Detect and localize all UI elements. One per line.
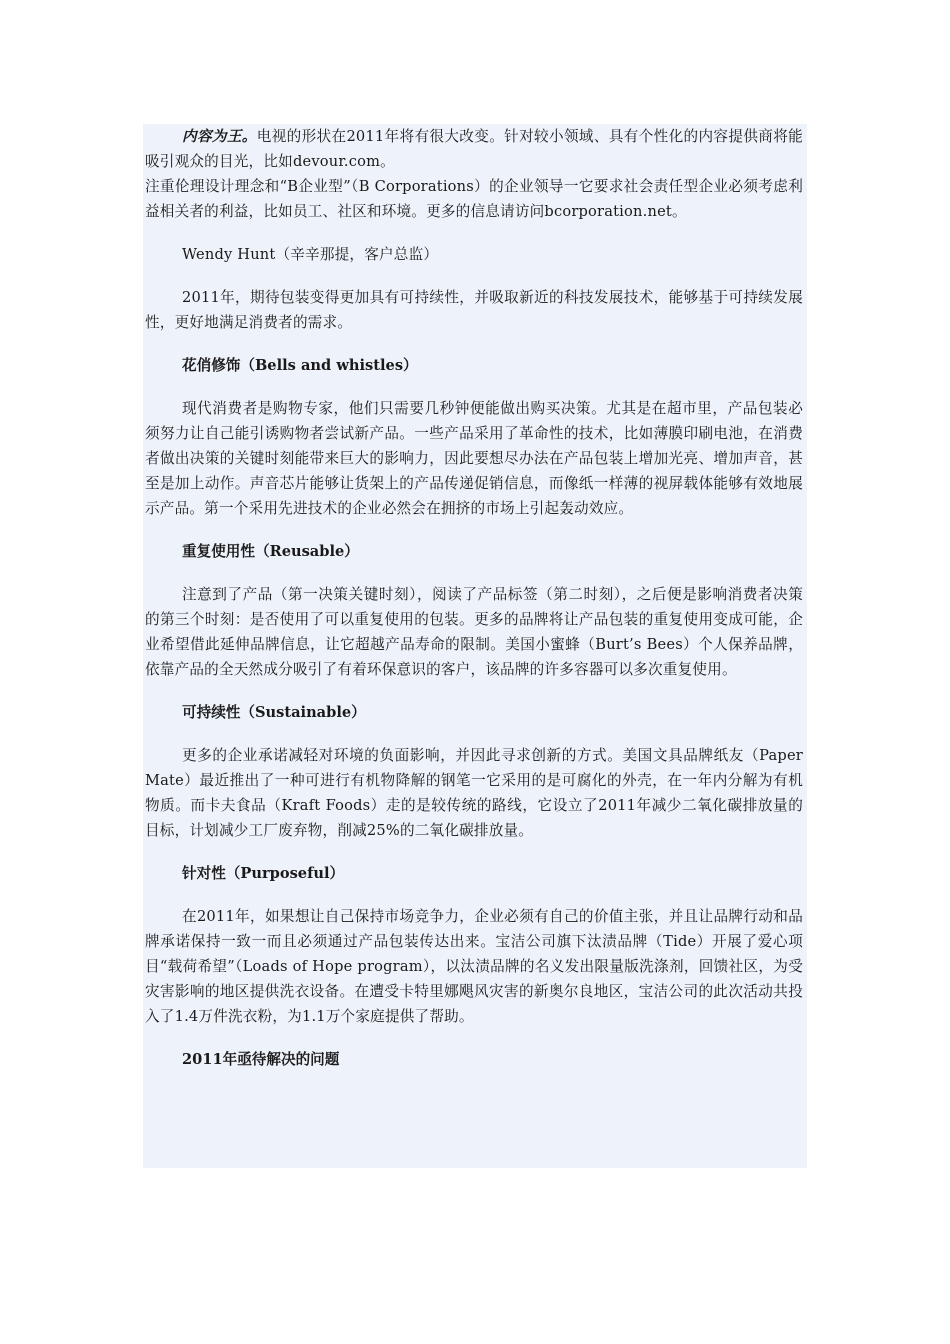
paragraph-content-is-king bbox=[145, 124, 803, 174]
section-heading-sustainable: 可持续性（Sustainable） bbox=[182, 704, 366, 721]
section-heading-2011-issues: 2011年亟待解决的问题 bbox=[182, 1051, 340, 1068]
paragraph-bells-and-whistles: 现代消费者是购物专家，他们只需要几秒钟便能做出购买决策。尤其是在超市里，产品包装必须努力让自己能引诱购物者尝试新产品。一些产品采用了革命性的技术，比如薄膜印刷电池，在消费者做出决策的关键时刻能带来巨大的影响力，因此要想尽办法在产品包装上增加光亮、增加声音，甚至是加上动作。声音芯片能够让货架上的产品传递促销信息，而像纸一样薄的视屏载体能够有效地展示产品。第一个采用先进技术的企业必然会在拥挤的市场上引起轰动效应。 bbox=[145, 400, 803, 517]
paragraph-text: 电视的形状在2011年将有很大改变。针对较小领域、具有个性化的内容提供商将能吸引观众的目光，比如devour.com。 bbox=[145, 128, 803, 170]
lead-phrase: 内容为王。 bbox=[182, 128, 257, 145]
paragraph-sustainable: 更多的企业承诺减轻对环境的负面影响，并因此寻求创新的方式。美国文具品牌纸友（Paper Mate）最近推出了一种可进行有机物降解的钢笔一它采用的是可腐化的外壳，在一年内分解为有机物质。而卡夫食品（Kraft Foods）走的是较传统的路线，它设立了2011年减少二氧化碳排放量的目标，计划减少工厂废弃物，削减25%的二氧化碳排放量。 bbox=[145, 747, 803, 839]
paragraph-b-corporations: 注重伦理设计理念和“B企业型”（B Corporations）的企业领导一它要求社会责任型企业必须考虑利益相关者的利益，比如员工、社区和环境。更多的信息请访问bcorporation.net。 bbox=[145, 178, 803, 220]
paragraph-purposeful: 在2011年，如果想让自己保持市场竞争力，企业必须有自己的价值主张，并且让品牌行动和品牌承诺保持一致一而且必须通过产品包装传达出来。宝洁公司旗下汰渍品牌（Tide）开展了爱心项目“载荷希望”（Loads of Hope program），以汰渍品牌的名义发出限量版洗涤剂，回馈社区，为受灾害影响的地区提供洗衣设备。在遭受卡特里娜飓风灾害的新奥尔良地区，宝洁公司的此次活动共投入了1.4万件洗衣粉，为1.1万个家庭提供了帮助。 bbox=[145, 908, 803, 1025]
section-heading-purposeful: 针对性（Purposeful） bbox=[182, 865, 345, 882]
paragraph-packaging-2011: 2011年，期待包装变得更加具有可持续性，并吸取新近的科技发展技术，能够基于可持续发展性，更好地满足消费者的需求。 bbox=[145, 289, 803, 331]
author-line: Wendy Hunt（辛辛那提，客户总监） bbox=[182, 246, 439, 263]
paragraph-reusable: 注意到了产品（第一决策关键时刻），阅读了产品标签（第二时刻），之后便是影响消费者决策的第三个时刻：是否使用了可以重复使用的包装。更多的品牌将让产品包装的重复使用变成可能，企业希望借此延伸品牌信息，让它超越产品寿命的限制。美国小蜜蜂（Burt’s Bees）个人保养品牌，依靠产品的全天然成分吸引了有着环保意识的客户，该品牌的许多容器可以多次重复使用。 bbox=[145, 586, 803, 678]
section-heading-reusable: 重复使用性（Reusable） bbox=[182, 543, 359, 560]
section-heading-bells-and-whistles: 花俏修饰（Bells and whistles） bbox=[182, 357, 418, 374]
article-body bbox=[143, 124, 807, 1168]
